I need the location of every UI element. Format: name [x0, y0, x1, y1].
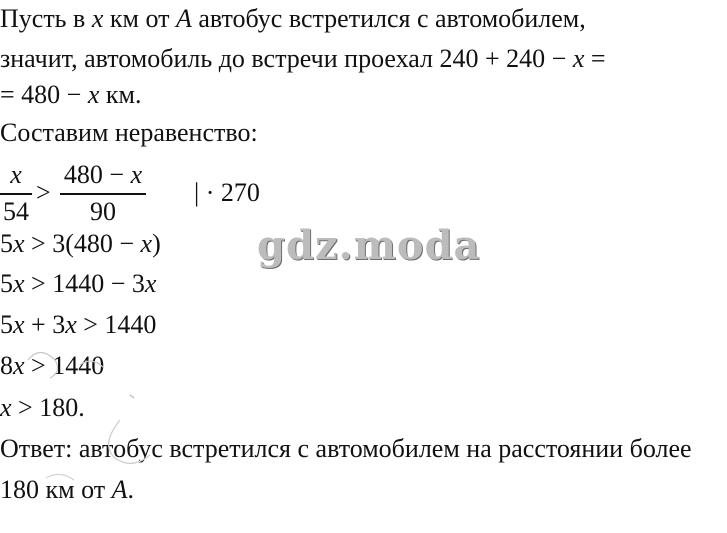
greater-than-sign: > [36, 178, 51, 207]
fraction-right-denominator: 90 [90, 196, 116, 226]
step-line-2: 5x > 1440 − 3x [0, 269, 157, 298]
variable-x: x [91, 4, 104, 33]
fraction-left-numerator: x [10, 160, 22, 189]
fraction-right-numerator: 480 − x [63, 160, 143, 189]
watermark-logo: gdz.moda [257, 222, 481, 269]
answer-line-2: 180 км от A. [0, 475, 134, 504]
text-line-3: = 480 − x км. [0, 80, 142, 109]
text-line-2: значит, автомобиль до встречи проехал 240 + 240 − x = [0, 44, 606, 73]
fraction-bar [0, 193, 32, 195]
step-line-3: 5x + 3x > 1440 [0, 310, 157, 339]
multiplier-note: | · 270 [194, 178, 260, 207]
text-line-1: Пусть в x км от A автобус встретился с автомобилем, [0, 4, 586, 33]
step-line-1: 5x > 3(480 − x) [0, 229, 161, 258]
variable-A: A [175, 4, 192, 33]
step-line-5: x > 180. [0, 393, 85, 422]
fraction-left [0, 160, 32, 227]
step-line-4: 8x > 1440 [0, 351, 105, 380]
fraction-left-denominator: 54 [3, 196, 29, 226]
variable-x: x [87, 80, 100, 109]
variable-x: x [572, 44, 585, 73]
fraction-right [60, 160, 146, 227]
text-line-4: Составим неравенство: [0, 118, 258, 147]
fraction-bar [60, 193, 146, 195]
answer-line-1: Ответ: автобус встретился с автомобилем на расстоянии более [0, 434, 692, 463]
